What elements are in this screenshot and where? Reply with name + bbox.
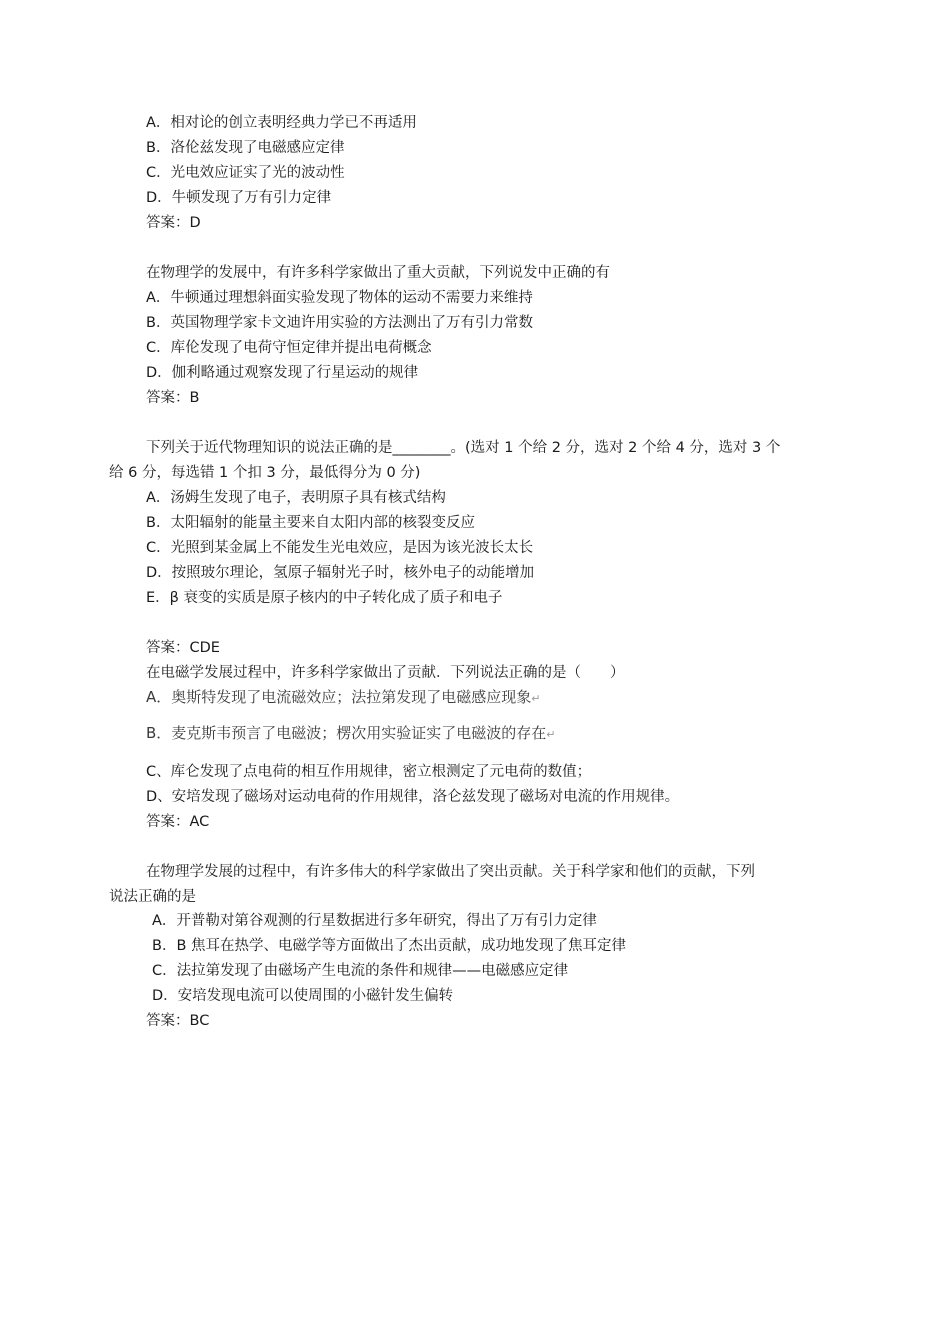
q1-option-c: C．光电效应证实了光的波动性 <box>146 165 345 181</box>
q1-option-a: A．相对论的创立表明经典力学已不再适用 <box>146 115 417 131</box>
q3-option-d: D．按照玻尔理论，氢原子辐射光子时，核外电子的动能增加 <box>146 565 535 581</box>
return-mark-icon: ↵ <box>546 728 556 741</box>
q5-option-a: A．开普勒对第谷观测的行星数据进行多年研究，得出了万有引力定律 <box>152 913 597 929</box>
q3-option-a: A．汤姆生发现了电子，表明原子具有核式结构 <box>146 490 446 506</box>
q4-option-b-text: B．麦克斯韦预言了电磁波；楞次用实验证实了电磁波的存在 <box>146 724 547 742</box>
q1-option-d: D．牛顿发现了万有引力定律 <box>146 190 332 206</box>
q2-option-c: C．库伦发现了电荷守恒定律并提出电荷概念 <box>146 340 432 356</box>
q3-answer: 答案：CDE <box>146 640 220 656</box>
q4-option-c: C、库仑发现了点电荷的相互作用规律，密立根测定了元电荷的数值； <box>146 764 592 780</box>
q5-stem-line2: 说法正确的是 <box>109 889 196 905</box>
q3-option-c: C．光照到某金属上不能发生光电效应，是因为该光波长太长 <box>146 540 534 556</box>
q5-option-b: B．B 焦耳在热学、电磁学等方面做出了杰出贡献，成功地发现了焦耳定律 <box>152 938 627 954</box>
q4-answer: 答案：AC <box>146 814 210 830</box>
q5-answer: 答案：BC <box>146 1013 210 1029</box>
q3-stem-line2: 给 6 分，每选错 1 个扣 3 分，最低得分为 0 分) <box>109 465 421 481</box>
q3-option-e: E．β 衰变的实质是原子核内的中子转化成了质子和电子 <box>146 590 503 606</box>
q5-stem-line1: 在物理学发展的过程中，有许多伟大的科学家做出了突出贡献。关于科学家和他们的贡献，下列 <box>146 864 755 880</box>
q1-answer: 答案：D <box>146 215 201 231</box>
q2-stem: 在物理学的发展中，有许多科学家做出了重大贡献，下列说发中正确的有 <box>146 265 610 281</box>
q4-stem: 在电磁学发展过程中，许多科学家做出了贡献．下列说法正确的是（ ） <box>146 665 625 681</box>
q2-option-b: B．英国物理学家卡文迪许用实验的方法测出了万有引力常数 <box>146 315 533 331</box>
q3-option-b: B．太阳辐射的能量主要来自太阳内部的核裂变反应 <box>146 515 475 531</box>
q4-option-d: D、安培发现了磁场对运动电荷的作用规律，洛仑兹发现了磁场对电流的作用规律。 <box>146 789 680 805</box>
q1-option-b: B．洛伦兹发现了电磁感应定律 <box>146 140 345 156</box>
q3-stem-line1: 下列关于近代物理知识的说法正确的是________。(选对 1 个给 2 分，选对 2 个给 4 分，选对 3 个 <box>146 440 781 456</box>
q2-option-a: A．牛顿通过理想斜面实验发现了物体的运动不需要力来维持 <box>146 290 533 306</box>
q4-option-a <box>146 687 540 707</box>
return-mark-icon: ↵ <box>531 692 541 705</box>
q5-option-d: D．安培发现电流可以使周围的小磁针发生偏转 <box>152 988 454 1004</box>
q4-option-a-text: A．奥斯特发现了电流磁效应；法拉第发现了电磁感应现象 <box>146 688 532 706</box>
q5-option-c: C．法拉第发现了由磁场产生电流的条件和规律——电磁感应定律 <box>152 963 569 979</box>
q2-answer: 答案：B <box>146 390 200 406</box>
q2-option-d: D．伽利略通过观察发现了行星运动的规律 <box>146 365 419 381</box>
q4-option-b <box>146 723 556 743</box>
